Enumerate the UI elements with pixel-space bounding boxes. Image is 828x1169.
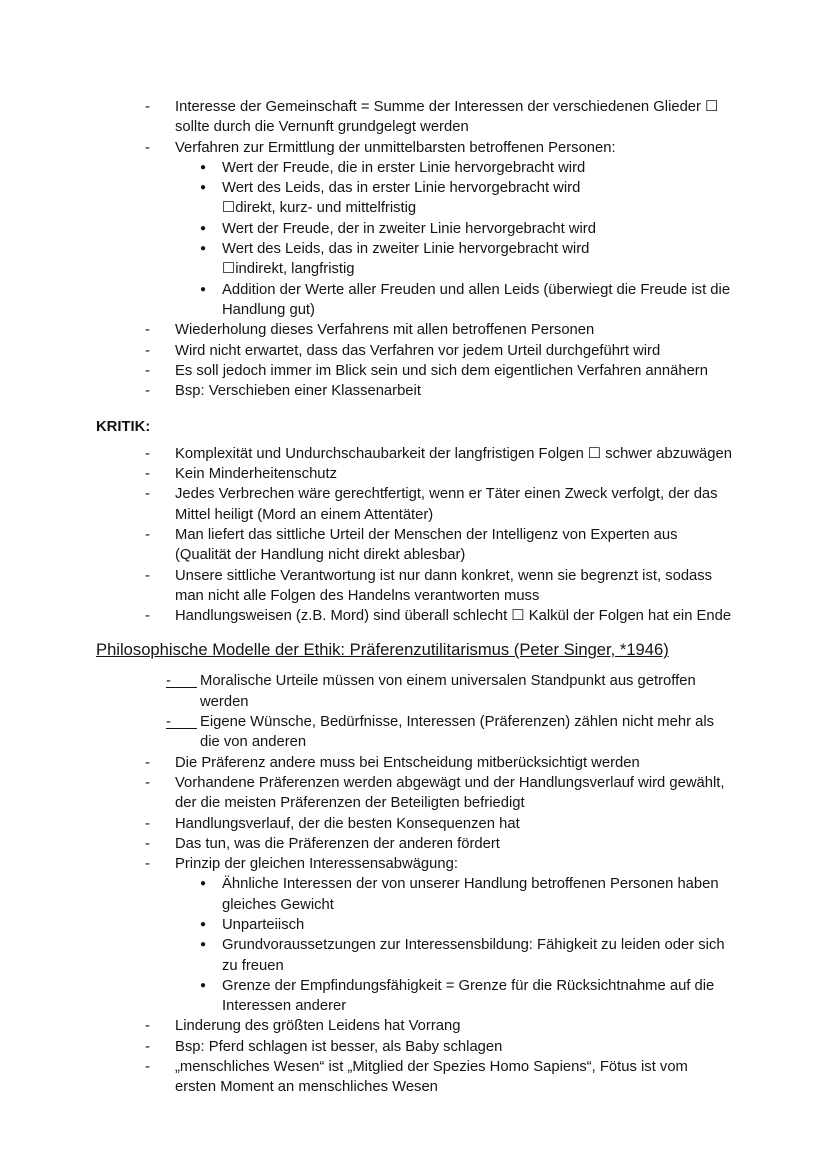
- bullet-marker: ●: [200, 918, 207, 930]
- list-item-text: Kein Minderheitenschutz: [175, 466, 338, 483]
- list-item: [96, 219, 732, 239]
- bullet-marker: ●: [200, 161, 207, 173]
- bullet-marker: ●: [200, 222, 207, 234]
- list-item-text: Wert des Leids, das in zweiter Linie hervorgebracht wird: [222, 241, 590, 258]
- list-item-text: Die Präferenz andere muss bei Entscheidung mitberücksichtigt werden: [175, 754, 640, 771]
- bullet-marker: -: [145, 139, 150, 156]
- list-item: [96, 773, 732, 814]
- list-item: [96, 834, 732, 854]
- list-item-text: Ähnliche Interessen der von unserer Handlung betroffenen Personen haben gleiches Gewicht: [222, 876, 719, 913]
- list-item-text: Moralische Urteile müssen von einem universalen Standpunkt aus getroffen werden: [200, 673, 696, 710]
- bullet-marker: ●: [200, 878, 207, 890]
- list-item: [96, 671, 732, 712]
- list-item-text: Grenze der Empfindungsfähigkeit = Grenze für die Rücksichtnahme auf die Interessen anderer: [222, 977, 715, 1015]
- bullet-marker: ●: [200, 979, 207, 991]
- list-item: [96, 525, 732, 566]
- list-item: [96, 712, 732, 753]
- bullet-list-kritik: [96, 444, 732, 627]
- bullet-marker: -: [166, 671, 197, 688]
- list-item-text: ☐direkt, kurz- und mittelfristig: [222, 200, 417, 217]
- list-item: [96, 464, 732, 484]
- list-item: [96, 341, 732, 361]
- list-item-text: Das tun, was die Präferenzen der anderen fördert: [175, 835, 500, 852]
- bullet-marker: -: [145, 383, 150, 400]
- list-item-text: Addition der Werte aller Freuden und allen Leids (überwiegt die Freude ist die Handlung gut): [222, 281, 731, 318]
- list-item-text: ☐indirekt, langfristig: [222, 261, 355, 278]
- list-item: [96, 976, 732, 1017]
- bullet-marker: ●: [200, 243, 207, 255]
- list-item: [96, 178, 732, 198]
- bullet-list-verfahren: [96, 97, 732, 401]
- list-item-text: Grundvoraussetzungen zur Interessensbildung: Fähigkeit zu leiden oder sich zu freuen: [222, 937, 725, 974]
- bullet-marker: -: [145, 445, 150, 462]
- list-item: [96, 935, 732, 976]
- bullet-marker: -: [145, 815, 150, 832]
- bullet-marker: -: [145, 322, 150, 339]
- bullet-marker: -: [145, 856, 150, 873]
- bullet-marker: -: [145, 342, 150, 359]
- list-item-text: Wird nicht erwartet, dass das Verfahren vor jedem Urteil durchgeführt wird: [175, 342, 661, 359]
- bullet-marker: -: [145, 608, 150, 625]
- list-item: [96, 1037, 732, 1057]
- list-item-text: Linderung des größten Leidens hat Vorrang: [175, 1018, 461, 1035]
- list-item-text: Prinzip der gleichen Interessensabwägung:: [175, 856, 458, 873]
- list-item: [96, 814, 732, 834]
- section-heading-praeferenzutilitarismus: Philosophische Modelle der Ethik: Präferenzutilitarismus (Peter Singer, *1946): [96, 640, 669, 660]
- bullet-marker: -: [145, 567, 150, 584]
- bullet-marker: -: [145, 466, 150, 483]
- list-item: [96, 1016, 732, 1036]
- list-item-text: Wiederholung dieses Verfahrens mit allen betroffenen Personen: [175, 322, 595, 339]
- bullet-marker: ●: [200, 939, 207, 951]
- list-item-text: Wert der Freude, die in erster Linie hervorgebracht wird: [222, 159, 586, 176]
- bullet-list-praeferenzutilitarismus: [96, 671, 732, 1097]
- section-heading-kritik: KRITIK:: [96, 419, 151, 436]
- list-item: [96, 566, 732, 607]
- list-item-text: Wert der Freude, der in zweiter Linie hervorgebracht wird: [222, 220, 596, 237]
- list-item-text: „menschliches Wesen“ ist „Mitglied der Spezies Homo Sapiens“, Fötus ist vom ersten Moment an menschliches Wesen: [175, 1059, 688, 1096]
- list-item-text: Eigene Wünsche, Bedürfnisse, Interessen (Präferenzen) zählen nicht mehr als die von anderen: [200, 714, 715, 751]
- list-item-text: Interesse der Gemeinschaft = Summe der Interessen der verschiedenen Glieder ☐ sollte durch die Vernunft grundgelegt werden: [175, 99, 719, 136]
- bullet-marker: -: [145, 835, 150, 852]
- list-item: [96, 854, 732, 874]
- bullet-marker: -: [145, 526, 150, 543]
- list-item-text: Handlungsverlauf, der die besten Konsequenzen hat: [175, 815, 520, 832]
- list-item: [96, 320, 732, 340]
- list-item-text: Jedes Verbrechen wäre gerechtfertigt, wenn er Täter einen Zweck verfolgt, der das Mittel heiligt (Mord an einem Attentäter): [175, 486, 718, 523]
- bullet-marker: -: [145, 1038, 150, 1055]
- list-item: [96, 259, 732, 279]
- list-item: [96, 1057, 732, 1098]
- bullet-marker: -: [145, 362, 150, 379]
- bullet-marker: ●: [200, 283, 207, 295]
- list-item: [96, 280, 732, 321]
- list-item: [96, 361, 732, 381]
- list-item: [96, 606, 732, 626]
- bullet-marker: -: [145, 754, 150, 771]
- list-item: [96, 158, 732, 178]
- list-item-text: Bsp: Verschieben einer Klassenarbeit: [175, 383, 421, 400]
- list-item-text: Vorhandene Präferenzen werden abgewägt und der Handlungsverlauf wird gewählt, der die meisten Präferenzen der Beteiligten befriedigt: [175, 774, 725, 812]
- list-item: [96, 97, 732, 138]
- list-item-text: Unparteiisch: [222, 916, 305, 933]
- list-item: [96, 915, 732, 935]
- list-item: [96, 753, 732, 773]
- list-item: [96, 381, 732, 401]
- document-content: [96, 97, 732, 1098]
- bullet-marker: -: [145, 99, 150, 115]
- list-item-text: Man liefert das sittliche Urteil der Menschen der Intelligenz von Experten aus (Qualität der Handlung nicht direkt ablesbar): [175, 526, 678, 564]
- list-item-text: Unsere sittliche Verantwortung ist nur dann konkret, wenn sie begrenzt ist, sodass man nicht alle Folgen des Handelns verantworten muss: [175, 567, 713, 604]
- bullet-marker: ●: [200, 182, 207, 194]
- list-item-text: Handlungsweisen (z.B. Mord) sind überall schlecht ☐ Kalkül der Folgen hat ein Ende: [175, 608, 732, 625]
- bullet-marker: -: [145, 1018, 150, 1035]
- bullet-marker: -: [166, 712, 197, 729]
- bullet-marker: -: [145, 1059, 150, 1076]
- list-item: [96, 484, 732, 525]
- list-item-text: Komplexität und Undurchschaubarkeit der langfristigen Folgen ☐ schwer abzuwägen: [175, 445, 732, 462]
- list-item: [96, 239, 732, 259]
- list-item-text: Wert des Leids, das in erster Linie hervorgebracht wird: [222, 180, 581, 197]
- list-item-text: Bsp: Pferd schlagen ist besser, als Baby schlagen: [175, 1038, 503, 1055]
- list-item-text: Verfahren zur Ermittlung der unmittelbarsten betroffenen Personen:: [175, 139, 616, 156]
- list-item: [96, 874, 732, 915]
- bullet-marker: -: [145, 774, 150, 791]
- list-item: [96, 444, 732, 464]
- bullet-marker: -: [145, 486, 150, 503]
- list-item: [96, 198, 732, 218]
- list-item: [96, 138, 732, 158]
- list-item-text: Es soll jedoch immer im Blick sein und sich dem eigentlichen Verfahren annähern: [175, 362, 708, 379]
